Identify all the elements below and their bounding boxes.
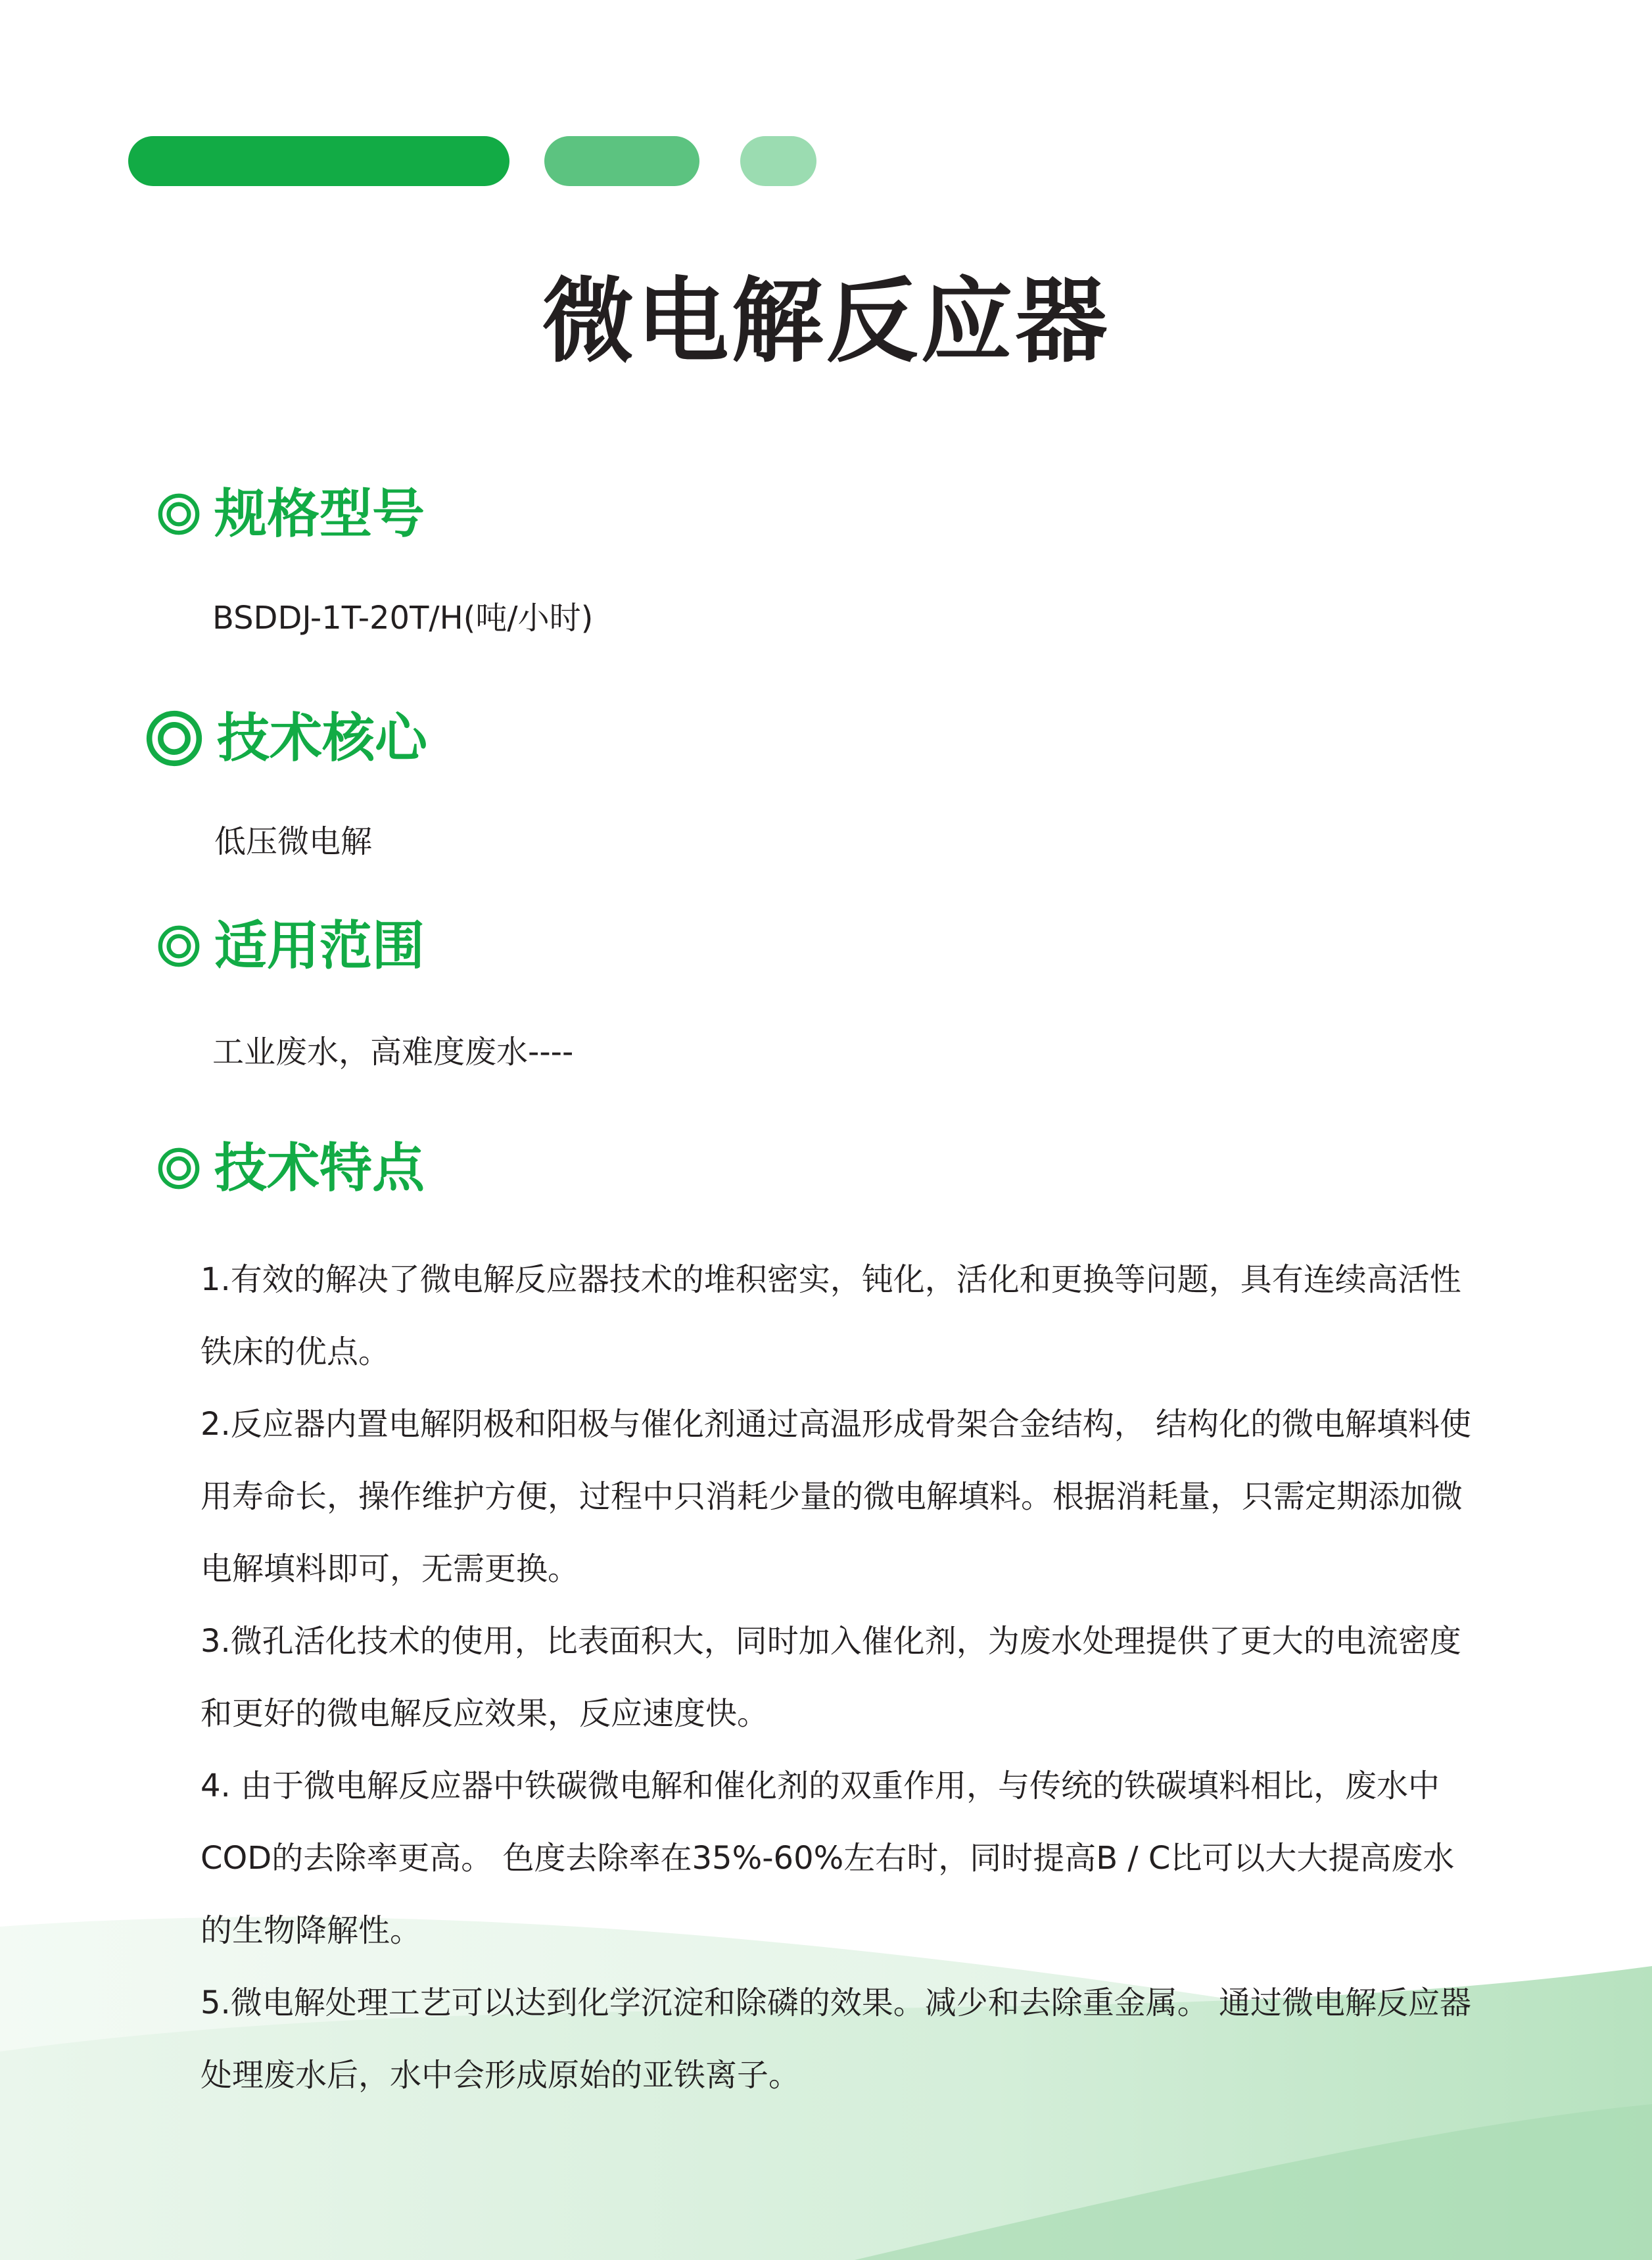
- double-circle-icon: [158, 925, 200, 967]
- feature-line: 处理废水后，水中会形成原始的亚铁离子。: [201, 2057, 801, 2094]
- feature-line: 和更好的微电解反应效果，反应速度快。: [201, 1695, 769, 1732]
- feature-line: 1.有效的解决了微电解反应器技术的堆积密实，钝化，活化和更换等问题，具有连续高活性: [201, 1261, 1461, 1298]
- section-heading-features-label: 技术特点: [214, 1138, 425, 1199]
- features-list: [201, 1243, 1607, 2111]
- decor-pill-short: [740, 136, 816, 186]
- section-heading-core: [146, 702, 427, 775]
- double-circle-icon: [146, 710, 202, 767]
- section-heading-scope-label: 适用范围: [214, 915, 425, 976]
- feature-line: 用寿命长，操作维护方便，过程中只消耗少量的微电解填料。根据消耗量，只需定期添加微: [201, 1478, 1463, 1515]
- feature-line: 电解填料即可，无需更换。: [201, 1551, 580, 1587]
- section-heading-core-label: 技术核心: [217, 708, 427, 769]
- section-heading-spec: [158, 478, 425, 550]
- feature-line: 铁床的优点。: [201, 1334, 390, 1370]
- section-heading-spec-label: 规格型号: [214, 483, 425, 544]
- feature-line: 的生物降解性。: [201, 1912, 422, 1949]
- feature-line: COD的去除率更高。 色度去除率在35%-60%左右时，同时提高B / C比可以大大提高废水: [201, 1840, 1455, 1877]
- double-circle-icon: [158, 1147, 200, 1190]
- decor-pill-long: [128, 136, 509, 186]
- feature-line: 5.微电解处理工艺可以达到化学沉淀和除磷的效果。减少和去除重金属。 通过微电解反应器: [201, 1984, 1472, 2021]
- core-technology-value: 低压微电解: [214, 823, 373, 860]
- double-circle-icon: [158, 493, 200, 535]
- feature-line: 2.反应器内置电解阴极和阳极与催化剂通过高温形成骨架合金结构， 结构化的微电解填料使: [201, 1406, 1472, 1443]
- feature-line: 4. 由于微电解反应器中铁碳微电解和催化剂的双重作用，与传统的铁碳填料相比，废水中: [201, 1767, 1440, 1804]
- section-heading-features: [158, 1132, 425, 1205]
- feature-line: 3.微孔活化技术的使用，比表面积大，同时加入催化剂，为废水处理提供了更大的电流密度: [201, 1623, 1461, 1660]
- section-heading-scope: [158, 910, 425, 982]
- decor-pill-medium: [544, 136, 699, 186]
- application-scope-value: 工业废水，高难度废水----: [212, 1034, 574, 1070]
- spec-model-value: BSDDJ-1T-20T/H(吨/小时): [212, 600, 594, 637]
- page-title: 微电解反应器: [542, 268, 1110, 375]
